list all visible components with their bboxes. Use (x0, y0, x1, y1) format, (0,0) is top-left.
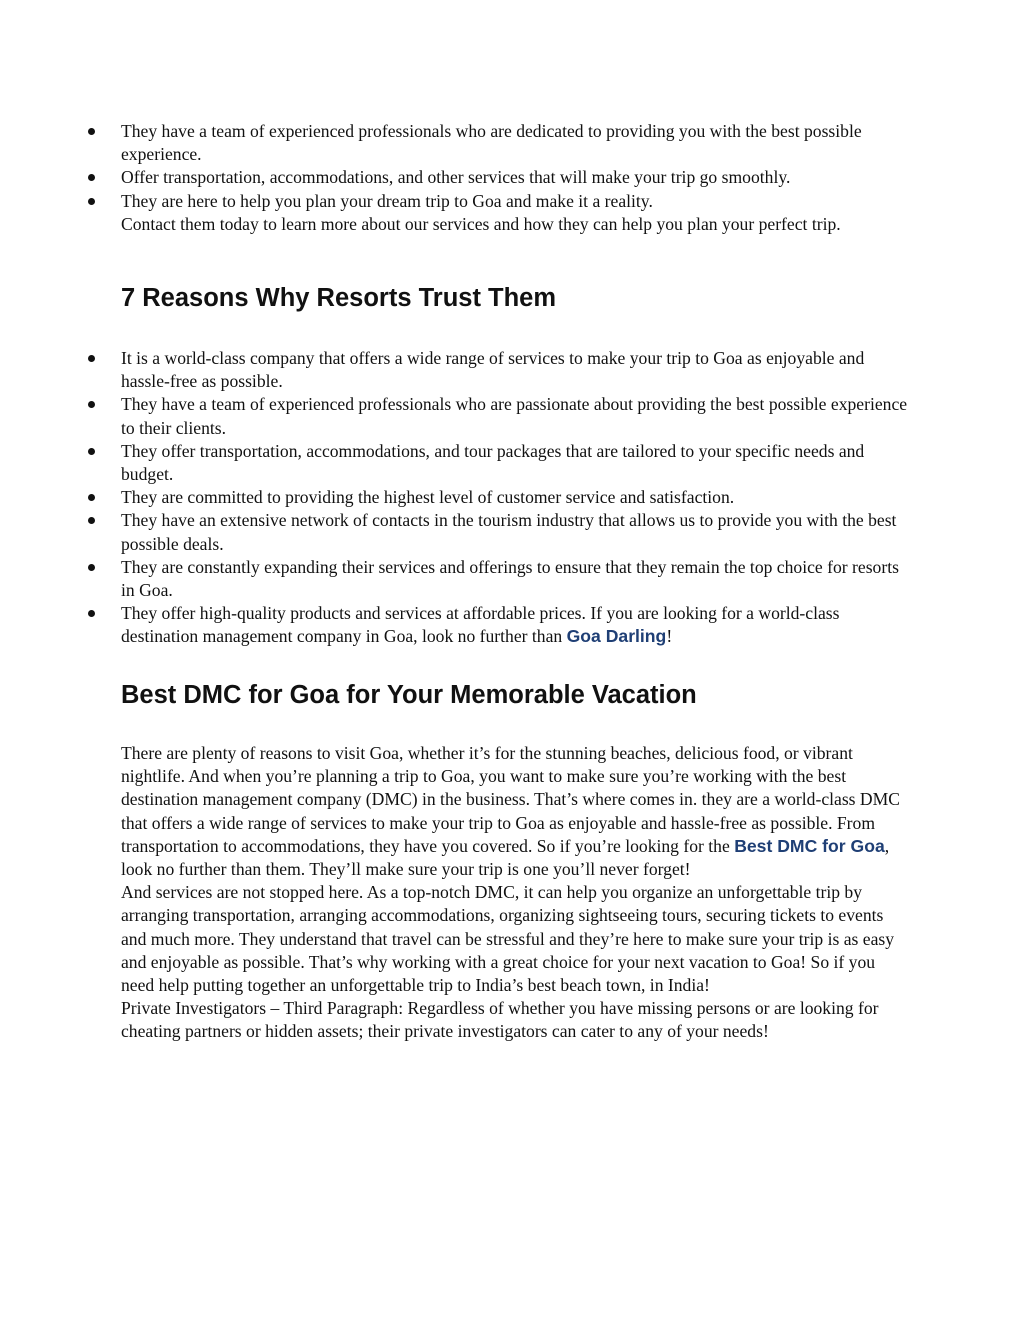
list-item (0, 120, 1024, 166)
section-heading-best-dmc: Best DMC for Goa for Your Memorable Vacation (121, 681, 697, 709)
bullet-icon (88, 448, 95, 455)
list-item-text: They offer transportation, accommodations, and tour packages that are tailored to your specific needs and budget. (121, 440, 865, 485)
bullet-icon (88, 128, 95, 135)
bullet-icon (88, 198, 95, 205)
section-heading-reasons: 7 Reasons Why Resorts Trust Them (121, 284, 557, 312)
best-dmc-body (121, 742, 911, 1044)
reasons-bullet-list (0, 347, 1024, 649)
bullet-icon (88, 401, 95, 408)
list-item-text: They have an extensive network of contacts in the tourism industry that allows us to provide you with the best possible deals. (121, 510, 897, 554)
list-item (0, 602, 1024, 648)
list-item-text: Offer transportation, accommodations, and other services that will make your trip go smoothly. (121, 167, 791, 188)
bullet-icon (88, 174, 95, 181)
list-item (0, 166, 1024, 189)
bullet-icon (88, 564, 95, 571)
bullet-icon (88, 610, 95, 617)
list-item-text: They have a team of experienced professionals who are dedicated to providing you with the best possible experience. (121, 121, 862, 165)
list-item (0, 486, 1024, 509)
bullet-icon (88, 517, 95, 524)
list-item-text-end: ! (666, 626, 673, 647)
list-item-text: It is a world-class company that offers a wide range of services to make your trip to Goa as enjoyable and hassle-free as possible. (121, 348, 865, 392)
list-item-text: They have a team of experienced professionals who are passionate about providing the best possible experience to their clients. (121, 394, 908, 438)
intro-bullet-list (0, 120, 1024, 236)
list-item-text: They offer high-quality products and services at affordable prices. If you are looking for a world-class destination management company in Goa, look no further than (121, 603, 840, 647)
list-item (0, 556, 1024, 602)
best-dmc-for-goa-link[interactable]: Best DMC for Goa (734, 835, 885, 856)
paragraph-private-investigators: Private Investigators – Third Paragraph: Regardless of whether you have missing persons or are looking for cheating partners or hidden assets; their private investigators can cater to any of your needs! (121, 998, 879, 1042)
list-item (0, 393, 1024, 439)
list-item (0, 347, 1024, 393)
list-item-text: They are here to help you plan your dream trip to Goa and make it a reality. (121, 190, 653, 211)
goa-darling-link[interactable]: Goa Darling (566, 626, 667, 647)
contact-note: Contact them today to learn more about our services and how they can help you plan your perfect trip. (121, 213, 841, 234)
paragraph-text-end: , look no further than them. They’ll make sure your trip is one you’ll never forget! (121, 835, 890, 880)
bullet-icon (88, 494, 95, 501)
list-item (0, 440, 1024, 486)
paragraph-intro (121, 742, 911, 881)
list-item (0, 509, 1024, 555)
list-item-text: They are constantly expanding their services and offerings to ensure that they remain the top choice for resorts in Goa. (121, 556, 899, 601)
paragraph-services: And services are not stopped here. As a top-notch DMC, it can help you organize an unforgettable trip by arranging transportation, arranging accommodations, organizing sightseeing tours, securing tickets to events and much more. They understand that travel can be stressful and they’re here to make sure your trip is as easy and enjoyable as possible. That’s why working with a great choice for your next vacation to Goa! So if you need help putting together an unforgettable trip to India’s best beach town, in India! (121, 882, 895, 996)
bullet-icon (88, 355, 95, 362)
list-item (0, 190, 1024, 236)
paragraph-text: There are plenty of reasons to visit Goa, whether it’s for the stunning beaches, delicious food, or vibrant nightlife. And when you’re planning a trip to Goa, you want to make sure you’re working with the best destination management company (DMC) in the business. That’s where comes in. they are a world-class DMC that offers a wide range of services to make your trip to Goa as enjoyable and hassle-free as possible. From transportation to accommodations, they have you covered. So if you’re looking for the (121, 743, 900, 856)
list-item-text: They are committed to providing the highest level of customer service and satisfaction. (121, 487, 735, 508)
